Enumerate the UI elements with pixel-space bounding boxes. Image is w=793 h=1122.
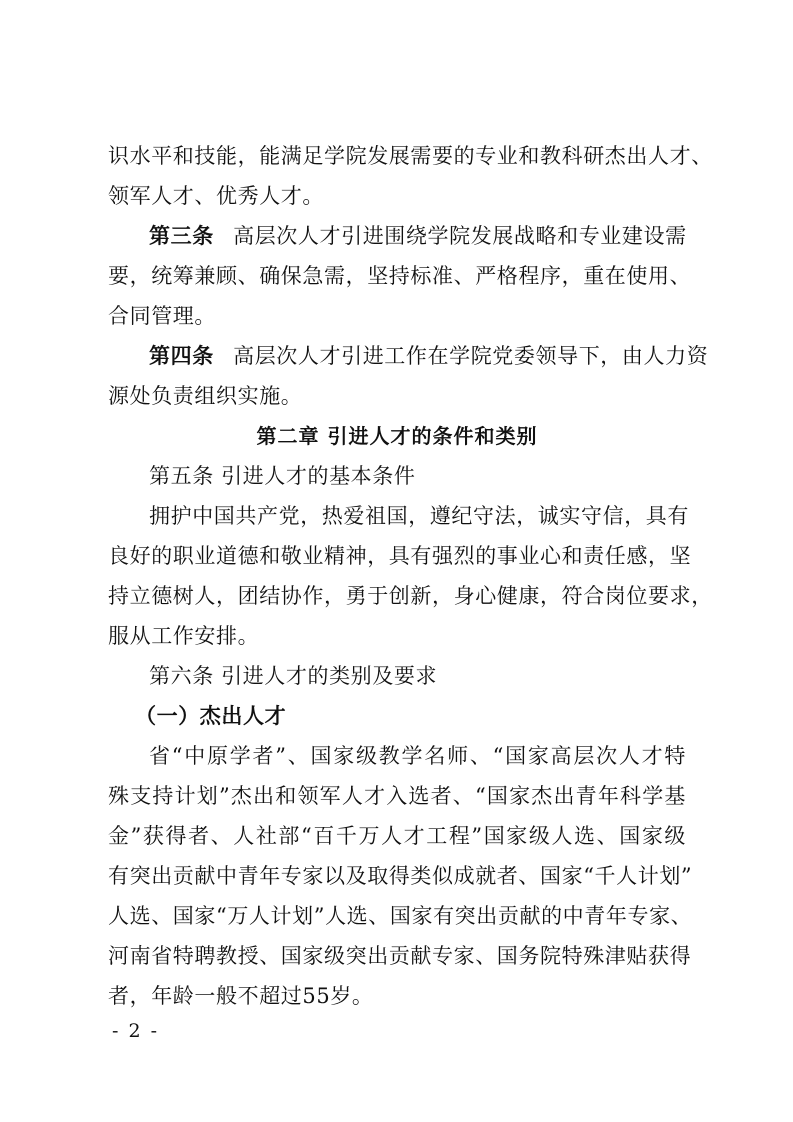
paragraph-line: 金”获得者、人社部“百千万人才工程”国家级人选、国家级 <box>108 824 686 848</box>
article-4-line <box>149 341 709 371</box>
paragraph-line: 识水平和技能，能满足学院发展需要的专业和教科研杰出人才、 <box>108 144 713 168</box>
paragraph-line: 者，年龄一般不超过55岁。 <box>108 984 374 1008</box>
article-3-text: 高层次人才引进围绕学院发展战略和专业建设需 <box>233 224 687 248</box>
paragraph-line: 殊支持计划”杰出和领军人才入选者、“国家杰出青年科学基 <box>108 784 686 808</box>
paragraph-line: 河南省特聘教授、国家级突出贡献专家、国务院特殊津贴获得 <box>108 944 692 968</box>
paragraph-line: 有突出贡献中青年专家以及取得类似成就者、国家“千人计划” <box>108 864 693 888</box>
section-heading: （一）杰出人才 <box>135 704 287 728</box>
article-5-heading: 第五条 引进人才的基本条件 <box>149 464 416 488</box>
page-number: - 2 - <box>112 1020 160 1042</box>
paragraph-line: 合同管理。 <box>108 304 216 328</box>
article-3-line <box>149 221 686 251</box>
article-4-heading: 第四条 <box>149 344 214 368</box>
paragraph-line: 良好的职业道德和敬业精神，具有强烈的事业心和责任感，坚 <box>108 544 692 568</box>
article-4-text: 高层次人才引进工作在学院党委领导下，由人力资 <box>233 344 709 368</box>
chapter-heading: 第二章 引进人才的条件和类别 <box>256 424 538 448</box>
article-6-heading: 第六条 引进人才的类别及要求 <box>149 664 438 688</box>
paragraph-line: 拥护中国共产党，热爱祖国，遵纪守法，诚实守信，具有 <box>149 504 689 528</box>
paragraph-line: 要，统筹兼顾、确保急需，坚持标准、严格程序，重在使用、 <box>108 264 692 288</box>
paragraph-line: 服从工作安排。 <box>108 624 260 648</box>
paragraph-line: 源处负责组织实施。 <box>108 384 303 408</box>
paragraph-line: 持立德树人，团结协作，勇于创新，身心健康，符合岗位要求， <box>108 584 713 608</box>
paragraph-line: 省“中原学者”、国家级教学名师、“国家高层次人才特 <box>149 744 686 768</box>
article-3-heading: 第三条 <box>149 224 214 248</box>
paragraph-line: 领军人才、优秀人才。 <box>108 184 324 208</box>
paragraph-line: 人选、国家“万人计划”人选、国家有突出贡献的中青年专家、 <box>108 904 693 928</box>
